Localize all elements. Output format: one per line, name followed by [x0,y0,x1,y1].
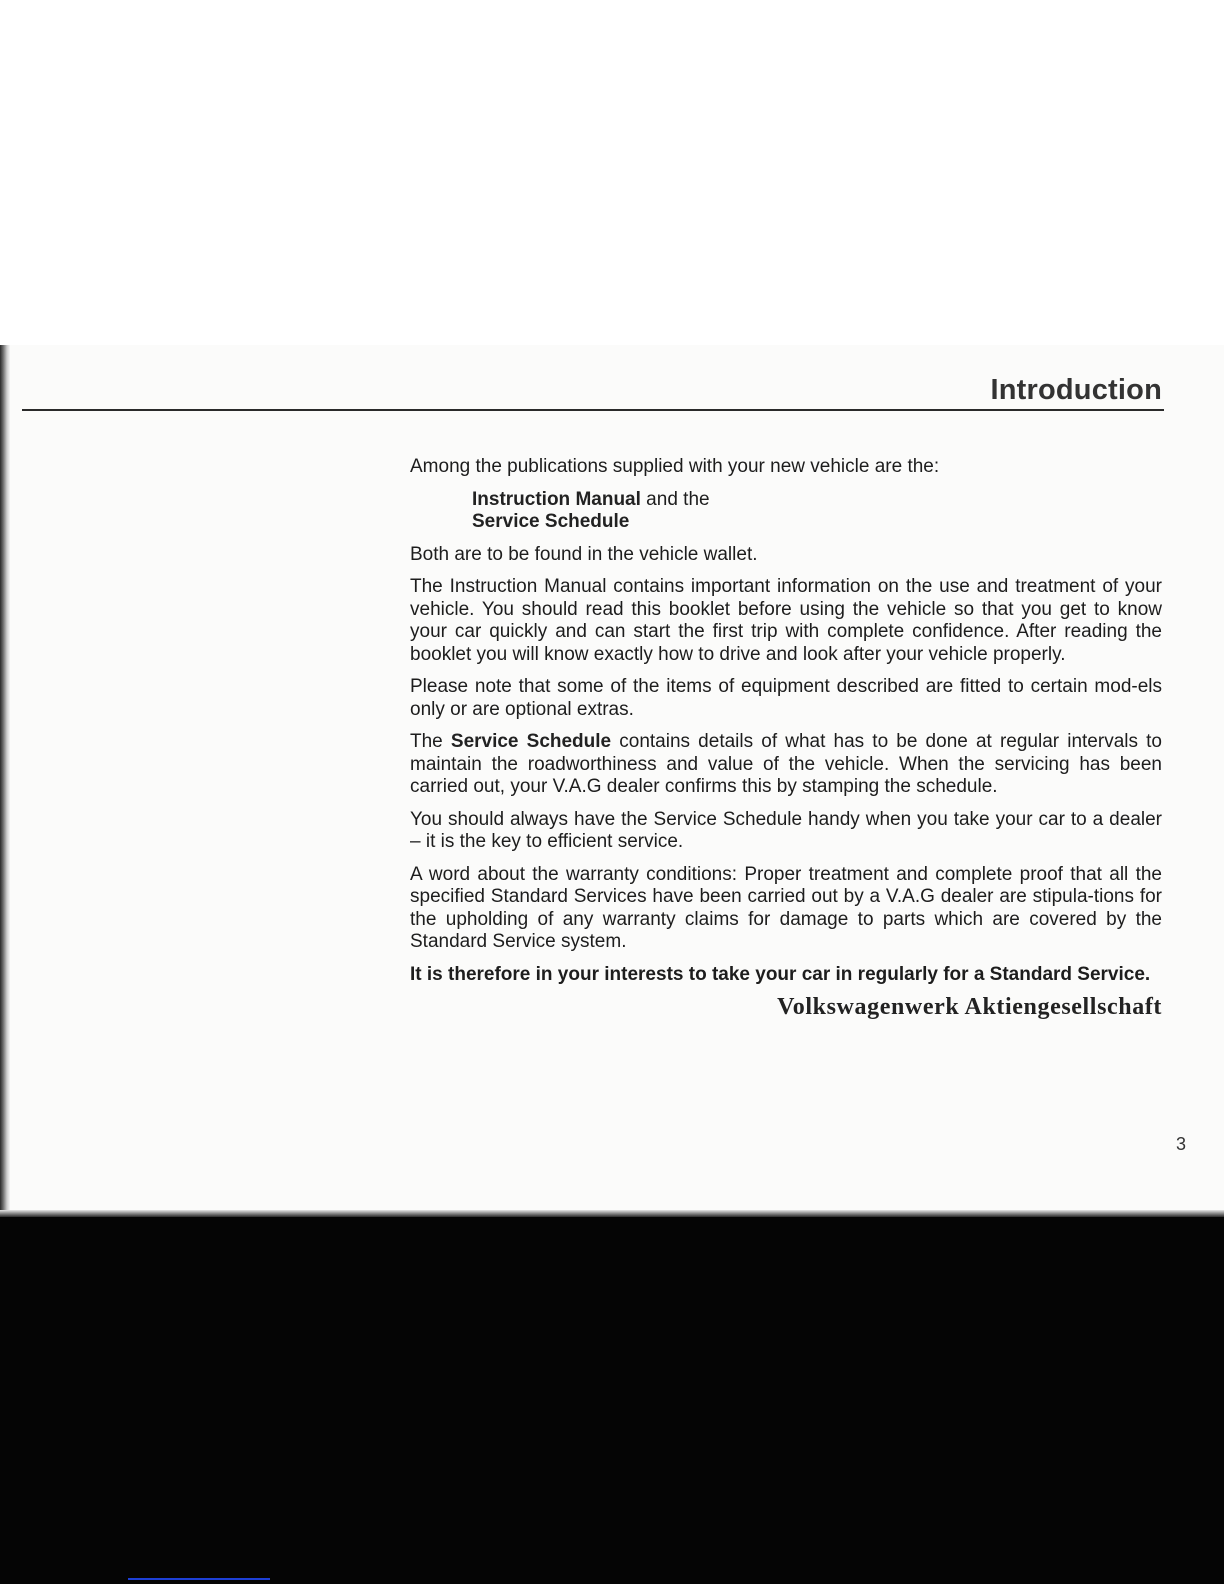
publication-item-manual [472,489,1162,512]
manual-paragraph: The Instruction Manual contains important information on the use and treatment of your vehicle. You should read this booklet before using the vehicle so that you get to know your car quickly and can start the first trip with complete confidence. After reading the booklet you will know exactly how to drive and look after your vehicle properly. [410,576,1162,665]
wallet-paragraph: Both are to be found in the vehicle wallet. [410,543,758,565]
publication-manual-name: Instruction Manual [472,488,641,510]
schedule-paragraph [410,731,1162,799]
binding-edge [0,345,10,1210]
schedule-bold-term: Service Schedule [450,731,612,752]
intro-lead: Among the publications supplied with your new vehicle are the: [410,456,940,477]
warranty-paragraph: A word about the warranty conditions: Proper treatment and complete proof that all the specified Standard Services have been carried out by a V.A.G dealer are stipula-tions for the upholding of any warranty claims for damage to parts which are covered by the Standard Service system. [410,863,1162,952]
interests-paragraph: It is therefore in your interests to take your car in regularly for a Standard Service. [410,963,1151,985]
publications-list [472,489,1162,534]
note-paragraph: Please note that some of the items of equipment described are fitted to certain mod-els only or are optional extras. [410,676,1162,720]
handy-paragraph: You should always have the Service Schedule handy when you take your car to a dealer – it is the key to efficient service. [410,808,1162,852]
signature: Volkswagenwerk Aktiengesellschaft [777,994,1162,1020]
page-number: 3 [1175,1134,1186,1154]
schedule-text: contains details of what has to be done at regular intervals to maintain the roadworthiness and value of the vehicle. When the servicing has been carried out, your V.A.G dealer confirms this by stamping the schedule. [410,731,1162,797]
publication-schedule-name: Service Schedule [472,511,630,532]
page-title: Introduction [990,374,1162,406]
title-rule [22,409,1164,411]
page-content [410,456,1162,1019]
dark-background [0,1217,1224,1584]
blue-scan-mark [128,1578,270,1580]
publication-item-schedule [472,511,1162,534]
top-blank-area [0,0,1224,345]
schedule-prefix: The [410,731,451,752]
publication-manual-suffix: and the [640,488,710,510]
